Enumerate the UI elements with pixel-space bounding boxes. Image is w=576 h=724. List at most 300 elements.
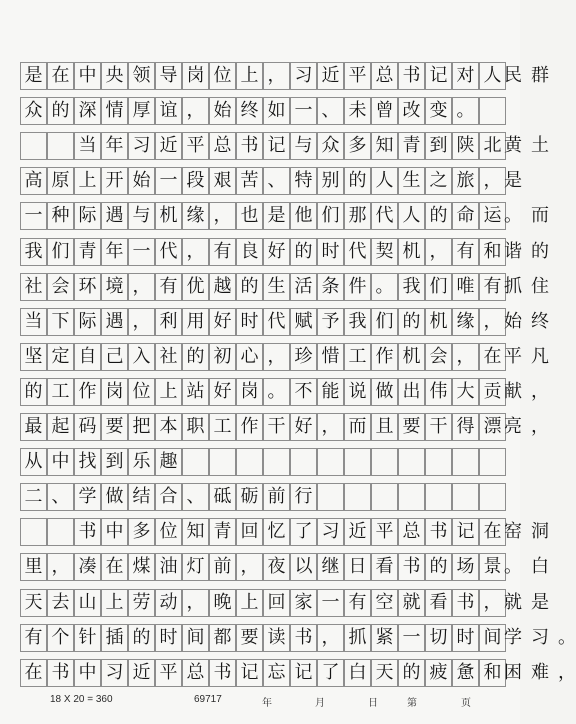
grid-cell: 代	[155, 238, 182, 266]
grid-cell: 的	[398, 659, 425, 687]
grid-cell	[452, 448, 479, 476]
grid-cell: 油	[155, 553, 182, 581]
grid-cell: 、	[47, 483, 74, 511]
grid-cell: 时	[155, 624, 182, 652]
grid-cell	[479, 448, 506, 476]
grid-cell: 我	[344, 308, 371, 336]
grid-cell: 在	[47, 62, 74, 90]
grid-cell: 空	[371, 589, 398, 617]
grid-cell: 自	[74, 343, 101, 371]
grid-cell: 上	[236, 589, 263, 617]
grid-cell: 习	[317, 518, 344, 546]
grid-cell: 未	[344, 97, 371, 125]
sheet-footer	[0, 688, 520, 718]
grid-cell: 砺	[236, 483, 263, 511]
grid-cell: 高	[20, 167, 47, 195]
grid-cell: ，	[479, 589, 506, 617]
grid-cell: 缘	[182, 202, 209, 230]
overflow-char: 。	[504, 205, 522, 227]
grid-cell: 位	[155, 518, 182, 546]
grid-cell	[425, 483, 452, 511]
grid-cell: ，	[452, 343, 479, 371]
overflow-char: ，	[558, 661, 576, 683]
grid-cell: 是	[20, 62, 47, 90]
overflow-char: 洞	[531, 521, 549, 543]
grid-cell: 干	[425, 413, 452, 441]
grid-cell: 不	[290, 378, 317, 406]
grid-cell: 记	[452, 518, 479, 546]
overflow-char: 始	[504, 310, 522, 332]
grid-cell: 到	[425, 132, 452, 160]
page-prefix-label: 第	[407, 698, 417, 709]
grid-cell: 在	[479, 343, 506, 371]
overflow-char: 凡	[531, 345, 549, 367]
grid-cell: 下	[47, 308, 74, 336]
grid-cell: 学	[74, 483, 101, 511]
grid-cell: 导	[155, 62, 182, 90]
grid-row	[20, 413, 549, 441]
grid-cell	[20, 132, 47, 160]
grid-cell: 书	[74, 518, 101, 546]
overflow-char: 抓	[504, 275, 522, 297]
grid-cell: 年	[101, 132, 128, 160]
grid-cell: 工	[344, 343, 371, 371]
grid-cell: 改	[398, 97, 425, 125]
grid-cell: 工	[209, 413, 236, 441]
grid-cell: 回	[263, 589, 290, 617]
grid-row	[20, 132, 549, 160]
grid-row	[20, 97, 506, 125]
grid-cell: 有	[20, 624, 47, 652]
grid-cell: 读	[263, 624, 290, 652]
grid-cell: 的	[425, 202, 452, 230]
grid-cell: 缘	[452, 308, 479, 336]
grid-cell: 终	[236, 97, 263, 125]
grid-cell: ，	[425, 238, 452, 266]
grid-cell: 条	[317, 273, 344, 301]
grid-cell: 得	[452, 413, 479, 441]
grid-cell: 日	[344, 553, 371, 581]
grid-cell: 岗	[101, 378, 128, 406]
grid-cell: 深	[74, 97, 101, 125]
grid-cell: 机	[425, 308, 452, 336]
grid-cell: 好	[263, 238, 290, 266]
grid-cell: 平	[344, 62, 371, 90]
grid-cell: 代	[263, 308, 290, 336]
grid-cell: 珍	[290, 343, 317, 371]
grid-cell: 伟	[425, 378, 452, 406]
grid-row	[20, 378, 549, 406]
grid-count-label: 18 X 20 = 360	[50, 694, 113, 705]
grid-cell: 唯	[452, 273, 479, 301]
grid-cell	[317, 483, 344, 511]
grid-cell: 作	[371, 343, 398, 371]
grid-cell	[479, 483, 506, 511]
grid-cell: 平	[155, 659, 182, 687]
grid-cell: 从	[20, 448, 47, 476]
grid-cell: 活	[290, 273, 317, 301]
grid-cell: 习	[128, 132, 155, 160]
grid-cell: 要	[236, 624, 263, 652]
grid-cell: 知	[182, 518, 209, 546]
overflow-char: 而	[531, 205, 549, 227]
grid-cell: 职	[182, 413, 209, 441]
grid-cell: 我	[398, 273, 425, 301]
grid-cell: 青	[398, 132, 425, 160]
grid-cell: 人	[479, 62, 506, 90]
grid-cell: 和	[479, 659, 506, 687]
grid-cell: 做	[371, 378, 398, 406]
grid-row	[20, 589, 549, 617]
grid-cell: 情	[101, 97, 128, 125]
grid-cell: 干	[263, 413, 290, 441]
grid-cell: 和	[479, 238, 506, 266]
grid-cell: 会	[47, 273, 74, 301]
grid-cell: 用	[182, 308, 209, 336]
grid-cell: 代	[371, 202, 398, 230]
grid-cell: 能	[317, 378, 344, 406]
grid-cell: 总	[371, 62, 398, 90]
overflow-char: 白	[531, 556, 549, 578]
grid-cell: 山	[74, 589, 101, 617]
grid-cell: 站	[182, 378, 209, 406]
grid-cell: 、	[182, 483, 209, 511]
grid-cell: 岗	[236, 378, 263, 406]
grid-cell: 领	[128, 62, 155, 90]
grid-cell: 会	[425, 343, 452, 371]
grid-cell: 最	[20, 413, 47, 441]
grid-cell: 书	[290, 624, 317, 652]
overflow-char: 谐	[504, 240, 522, 262]
grid-cell: 乐	[128, 448, 155, 476]
grid-cell: 本	[155, 413, 182, 441]
grid-cell: 多	[128, 518, 155, 546]
overflow-char: ，	[531, 380, 549, 402]
grid-cell	[344, 448, 371, 476]
grid-cell	[452, 483, 479, 511]
grid-cell: ，	[182, 238, 209, 266]
grid-cell: 的	[425, 553, 452, 581]
grid-cell: 与	[290, 132, 317, 160]
grid-cell: 环	[74, 273, 101, 301]
grid-cell: 社	[20, 273, 47, 301]
grid-cell: 码	[74, 413, 101, 441]
grid-cell: 。	[371, 273, 398, 301]
grid-cell: 忆	[263, 518, 290, 546]
grid-cell: 入	[128, 343, 155, 371]
grid-cell: 记	[425, 62, 452, 90]
overflow-char: 土	[531, 135, 549, 157]
grid-cell: 始	[209, 97, 236, 125]
grid-cell: 天	[371, 659, 398, 687]
grid-cell: 劳	[128, 589, 155, 617]
grid-cell: 、	[317, 97, 344, 125]
grid-cell: 中	[74, 62, 101, 90]
grid-cell: 以	[290, 553, 317, 581]
grid-cell	[263, 448, 290, 476]
grid-cell: 如	[263, 97, 290, 125]
grid-cell: 。	[263, 378, 290, 406]
grid-cell: 人	[398, 202, 425, 230]
overflow-char: 难	[531, 661, 549, 683]
grid-cell: 一	[128, 238, 155, 266]
grid-cell: 惫	[452, 659, 479, 687]
overflow-char: 。	[558, 626, 576, 648]
grid-cell: 了	[317, 659, 344, 687]
grid-cell: ，	[317, 624, 344, 652]
grid-cell: 一	[398, 624, 425, 652]
year-label: 年	[262, 698, 272, 709]
grid-cell: 上	[74, 167, 101, 195]
grid-cell: 艰	[209, 167, 236, 195]
grid-cell: 契	[371, 238, 398, 266]
grid-cell: 北	[479, 132, 506, 160]
grid-cell: 对	[452, 62, 479, 90]
grid-cell: 际	[74, 202, 101, 230]
grid-cell: 生	[398, 167, 425, 195]
overflow-char: 是	[504, 170, 522, 192]
grid-cell: 们	[425, 273, 452, 301]
grid-cell: 去	[47, 589, 74, 617]
grid-cell: 当	[20, 308, 47, 336]
grid-cell	[20, 518, 47, 546]
grid-cell: 我	[20, 238, 47, 266]
grid-cell: 趣	[155, 448, 182, 476]
grid-cell: 人	[371, 167, 398, 195]
grid-cell: 近	[128, 659, 155, 687]
grid-cell	[398, 448, 425, 476]
grid-cell: 时	[236, 308, 263, 336]
grid-cell: 动	[155, 589, 182, 617]
grid-cell: 结	[128, 483, 155, 511]
grid-cell: 他	[290, 202, 317, 230]
grid-cell: 切	[425, 624, 452, 652]
grid-cell: 的	[182, 343, 209, 371]
grid-cell: 里	[20, 553, 47, 581]
grid-cell: 种	[47, 202, 74, 230]
overflow-char: 窑	[504, 521, 522, 543]
grid-cell: 砥	[209, 483, 236, 511]
grid-cell: 出	[398, 378, 425, 406]
overflow-char: 。	[504, 556, 522, 578]
grid-cell: 书	[47, 659, 74, 687]
grid-cell: 场	[452, 553, 479, 581]
grid-cell: 要	[101, 413, 128, 441]
grid-cell: 要	[398, 413, 425, 441]
overflow-char: 困	[504, 661, 522, 683]
grid-cell	[344, 483, 371, 511]
overflow-char: 献	[504, 380, 522, 402]
overflow-char: 学	[504, 626, 522, 648]
grid-cell: ，	[479, 308, 506, 336]
grid-cell: 作	[74, 378, 101, 406]
grid-cell: 紧	[371, 624, 398, 652]
grid-cell: 利	[155, 308, 182, 336]
grid-cell: 忘	[263, 659, 290, 687]
overflow-char: 是	[531, 591, 549, 613]
grid-cell: 漂	[479, 413, 506, 441]
grid-cell: 己	[101, 343, 128, 371]
grid-cell: 一	[290, 97, 317, 125]
grid-cell: 的	[398, 308, 425, 336]
grid-cell: 青	[74, 238, 101, 266]
grid-cell: 遇	[101, 308, 128, 336]
grid-cell: 好	[209, 308, 236, 336]
grid-cell: 平	[182, 132, 209, 160]
grid-cell: 中	[74, 659, 101, 687]
grid-cell: ，	[47, 553, 74, 581]
grid-cell: 一	[20, 202, 47, 230]
grid-cell	[47, 132, 74, 160]
grid-cell: 运	[479, 202, 506, 230]
overflow-char: 住	[531, 275, 549, 297]
grid-cell: 而	[344, 413, 371, 441]
grid-cell: 间	[182, 624, 209, 652]
grid-cell: ，	[317, 413, 344, 441]
grid-cell: 晚	[209, 589, 236, 617]
grid-cell: 的	[344, 167, 371, 195]
grid-cell: ，	[182, 589, 209, 617]
grid-cell: 件	[344, 273, 371, 301]
grid-cell: 记	[290, 659, 317, 687]
grid-cell	[371, 483, 398, 511]
grid-cell	[398, 483, 425, 511]
grid-cell: 个	[47, 624, 74, 652]
grid-cell: 总	[398, 518, 425, 546]
grid-cell: 央	[101, 62, 128, 90]
overflow-char: 群	[531, 65, 549, 86]
grid-cell: 机	[398, 343, 425, 371]
grid-cell: 把	[128, 413, 155, 441]
grid-cell: 优	[182, 273, 209, 301]
grid-row	[20, 483, 506, 511]
grid-cell: 也	[236, 202, 263, 230]
grid-cell: 在	[20, 659, 47, 687]
month-label: 月	[315, 698, 325, 709]
grid-cell: 疲	[425, 659, 452, 687]
overflow-char: 就	[504, 591, 522, 613]
grid-cell: 书	[425, 518, 452, 546]
grid-cell	[182, 448, 209, 476]
grid-cell: ，	[128, 308, 155, 336]
grid-cell: 一	[155, 167, 182, 195]
grid-cell: 的	[290, 238, 317, 266]
overflow-char: 亮	[504, 416, 522, 437]
grid-cell: 上	[236, 62, 263, 90]
grid-cell	[425, 448, 452, 476]
grid-cell: 越	[209, 273, 236, 301]
grid-cell: 特	[290, 167, 317, 195]
grid-cell: 白	[344, 659, 371, 687]
grid-cell	[317, 448, 344, 476]
grid-cell: ，	[263, 343, 290, 371]
grid-cell: ，	[236, 553, 263, 581]
grid-cell: 青	[209, 518, 236, 546]
grid-cell: 家	[290, 589, 317, 617]
grid-cell: 中	[101, 518, 128, 546]
grid-cell: 针	[74, 624, 101, 652]
grid-cell: 的	[20, 378, 47, 406]
page-suffix-label: 页	[461, 698, 471, 709]
grid-cell: 近	[317, 62, 344, 90]
grid-cell: 做	[101, 483, 128, 511]
grid-row	[20, 202, 549, 230]
grid-cell: 到	[101, 448, 128, 476]
grid-cell: 插	[101, 624, 128, 652]
grid-cell: 找	[74, 448, 101, 476]
grid-cell: 机	[398, 238, 425, 266]
grid-row	[20, 167, 522, 195]
grid-cell: 的	[236, 273, 263, 301]
grid-cell: 予	[317, 308, 344, 336]
grid-cell: 有	[155, 273, 182, 301]
grid-cell: 代	[344, 238, 371, 266]
grid-cell: 合	[155, 483, 182, 511]
grid-cell: ，	[479, 167, 506, 195]
grid-row	[20, 343, 549, 371]
overflow-char: 黄	[504, 135, 522, 157]
grid-cell: 煤	[128, 553, 155, 581]
grid-cell	[290, 448, 317, 476]
grid-cell: 知	[371, 132, 398, 160]
grid-cell	[47, 518, 74, 546]
grid-cell: 之	[425, 167, 452, 195]
grid-cell: 有	[209, 238, 236, 266]
grid-cell: 有	[479, 273, 506, 301]
grid-cell: 看	[371, 553, 398, 581]
grid-cell: 、	[263, 167, 290, 195]
grid-cell: 前	[209, 553, 236, 581]
grid-cell: 始	[128, 167, 155, 195]
grid-cell: 书	[398, 62, 425, 90]
overflow-char: 的	[531, 240, 549, 262]
grid-cell: ，	[128, 273, 155, 301]
grid-cell: ，	[209, 202, 236, 230]
grid-cell: 记	[236, 659, 263, 687]
sheet-serial-number: 69717	[194, 694, 222, 705]
grid-cell: 书	[398, 553, 425, 581]
grid-row	[20, 659, 576, 687]
grid-cell: 前	[263, 483, 290, 511]
grid-cell: 命	[452, 202, 479, 230]
grid-cell: 陕	[452, 132, 479, 160]
grid-cell: 生	[263, 273, 290, 301]
overflow-char: 习	[531, 626, 549, 648]
overflow-char: 终	[531, 310, 549, 332]
grid-cell: 岗	[182, 62, 209, 90]
grid-row	[20, 273, 549, 301]
grid-cell	[209, 448, 236, 476]
grid-cell: 与	[128, 202, 155, 230]
grid-cell: 景	[479, 553, 506, 581]
grid-cell: 行	[290, 483, 317, 511]
grid-row	[20, 62, 549, 90]
grid-cell: 总	[182, 659, 209, 687]
grid-cell: 说	[344, 378, 371, 406]
grid-cell: 书	[209, 659, 236, 687]
grid-cell: 工	[47, 378, 74, 406]
grid-cell: 当	[74, 132, 101, 160]
grid-cell: 的	[47, 97, 74, 125]
grid-cell: 上	[155, 378, 182, 406]
grid-cell: 继	[317, 553, 344, 581]
grid-cell: 就	[398, 589, 425, 617]
grid-cell: 众	[20, 97, 47, 125]
grid-cell: 别	[317, 167, 344, 195]
grid-cell: 天	[20, 589, 47, 617]
grid-cell: 众	[317, 132, 344, 160]
grid-cell: 定	[47, 343, 74, 371]
